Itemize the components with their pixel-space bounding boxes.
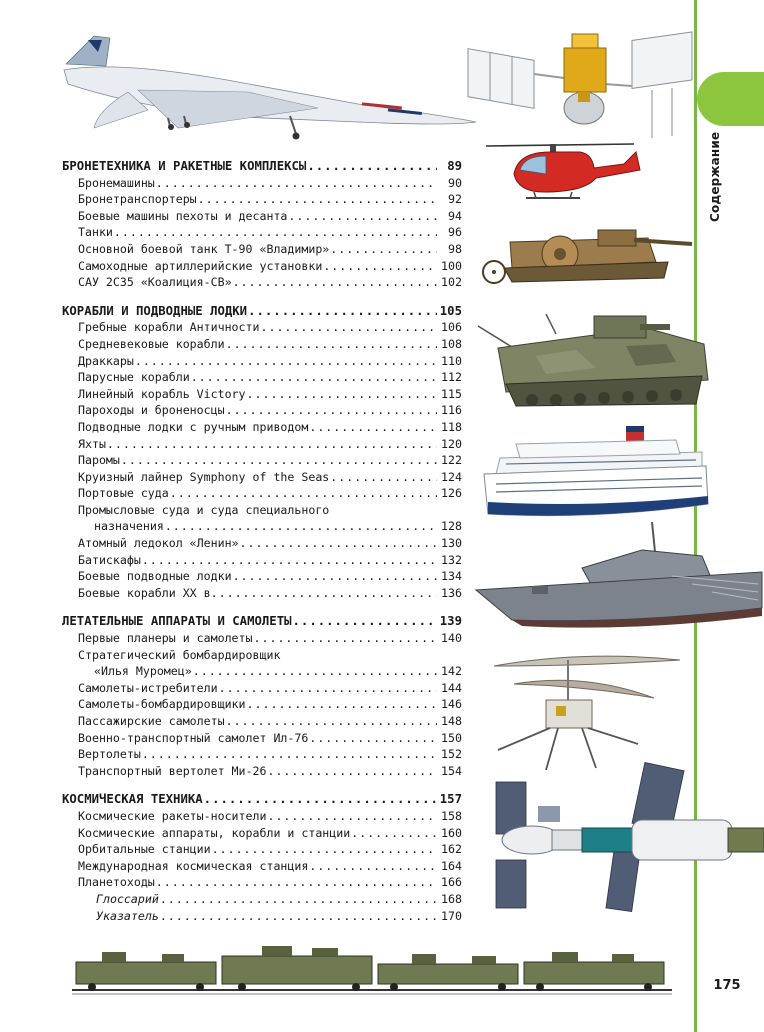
armored-train-image	[72, 938, 672, 998]
toc-item[interactable]: Бронемашины ..... 90	[62, 175, 462, 192]
toc-item[interactable]: Парусные корабли ..... 112	[62, 369, 462, 386]
page-number: 175	[713, 978, 741, 993]
toc-item[interactable]: Орбитальные станции ..... 162	[62, 841, 462, 858]
amphibious-apc-image	[476, 308, 712, 412]
toc-item[interactable]: Первые планеры и самолеты ..... 140	[62, 630, 462, 647]
toc-item-line[interactable]: Промысловые суда и суда специального	[78, 502, 330, 517]
section-tab[interactable]	[697, 72, 764, 126]
red-helicopter-image	[484, 134, 654, 206]
side-label: Содержание	[708, 131, 722, 222]
concorde-airliner-image	[58, 30, 483, 142]
toc-item[interactable]: Атомный ледокол «Ленин» ..... 130	[62, 535, 462, 552]
toc-item[interactable]: Основной боевой танк Т-90 «Владимир» ..... 98	[62, 241, 462, 258]
toc-glossary[interactable]: Глоссарий ..... 168	[62, 891, 462, 908]
toc-item[interactable]: Яхты ..... 120	[62, 436, 462, 453]
toc-item[interactable]: Самолеты-бомбардировщики ..... 146	[62, 696, 462, 713]
toc-item[interactable]: назначения ..... 128	[62, 518, 462, 535]
self-propelled-gun-image	[478, 222, 698, 286]
toc-item[interactable]: Круизный лайнер Symphony of the Seas ..... 124	[62, 469, 462, 486]
toc-item[interactable]: Линейный корабль Victory ..... 115	[62, 386, 462, 403]
toc-item[interactable]: Бронетранспортеры ..... 92	[62, 191, 462, 208]
toc-section-space	[62, 791, 462, 924]
toc-item[interactable]: Танки ..... 96	[62, 224, 462, 241]
cruise-ferry-image	[476, 424, 712, 524]
toc-item[interactable]: Космические ракеты-носители ..... 158	[62, 808, 462, 825]
table-of-contents	[62, 158, 462, 936]
toc-item[interactable]: Космические аппараты, корабли и станции ..... 160	[62, 825, 462, 842]
toc-item[interactable]: Батискафы ..... 132	[62, 552, 462, 569]
toc-item[interactable]: Самолеты-истребители ..... 144	[62, 680, 462, 697]
toc-item[interactable]: Средневековые корабли ..... 108	[62, 336, 462, 353]
toc-item[interactable]: Паромы ..... 122	[62, 452, 462, 469]
toc-item[interactable]: Подводные лодки с ручным приводом ..... 118	[62, 419, 462, 436]
toc-item[interactable]: Гребные корабли Античности ..... 106	[62, 319, 462, 336]
toc-item[interactable]: Международная космическая станция ..... 164	[62, 858, 462, 875]
satellite-image	[464, 30, 696, 140]
toc-section-armored	[62, 158, 462, 291]
toc-section-aircraft	[62, 613, 462, 779]
toc-item[interactable]: Планетоходы ..... 166	[62, 874, 462, 891]
toc-heading[interactable]: КОСМИЧЕСКАЯ ТЕХНИКА ..... 157	[62, 791, 462, 808]
toc-item[interactable]: Самоходные артиллерийские установки ..... 100	[62, 258, 462, 275]
toc-item[interactable]: Боевые подводные лодки ..... 134	[62, 568, 462, 585]
toc-item[interactable]: САУ 2С35 «Коалиция-СВ» ..... 102	[62, 274, 462, 291]
toc-heading[interactable]: ЛЕТАТЕЛЬНЫЕ АППАРАТЫ И САМОЛЕТЫ ..... 139	[62, 613, 462, 630]
toc-item[interactable]: Портовые суда ..... 126	[62, 485, 462, 502]
toc-item[interactable]: Боевые корабли XX в. ..... 136	[62, 585, 462, 602]
mars-helicopter-image	[484, 652, 684, 774]
toc-item[interactable]: Вертолеты ..... 152	[62, 746, 462, 763]
toc-section-ships	[62, 303, 462, 602]
toc-item[interactable]: Пассажирские самолеты ..... 148	[62, 713, 462, 730]
toc-item[interactable]: Транспортный вертолет Ми-26 ..... 154	[62, 763, 462, 780]
toc-item[interactable]: «Илья Муромец» ..... 142	[62, 663, 462, 680]
toc-index[interactable]: Указатель ..... 170	[62, 908, 462, 925]
toc-item[interactable]: Военно-транспортный самолет Ил-76 ..... 150	[62, 730, 462, 747]
toc-item[interactable]: Боевые машины пехоты и десанта ..... 94	[62, 208, 462, 225]
toc-heading[interactable]: КОРАБЛИ И ПОДВОДНЫЕ ЛОДКИ ..... 105	[62, 303, 462, 320]
space-station-image	[482, 762, 764, 914]
stealth-warship-image	[472, 520, 764, 632]
toc-item-line[interactable]: Стратегический бомбардировщик	[78, 647, 281, 662]
toc-item[interactable]: Пароходы и броненосцы ..... 116	[62, 402, 462, 419]
toc-item[interactable]: Драккары ..... 110	[62, 353, 462, 370]
toc-heading[interactable]: БРОНЕТЕХНИКА И РАКЕТНЫЕ КОМПЛЕКСЫ ..... 89	[62, 158, 462, 175]
